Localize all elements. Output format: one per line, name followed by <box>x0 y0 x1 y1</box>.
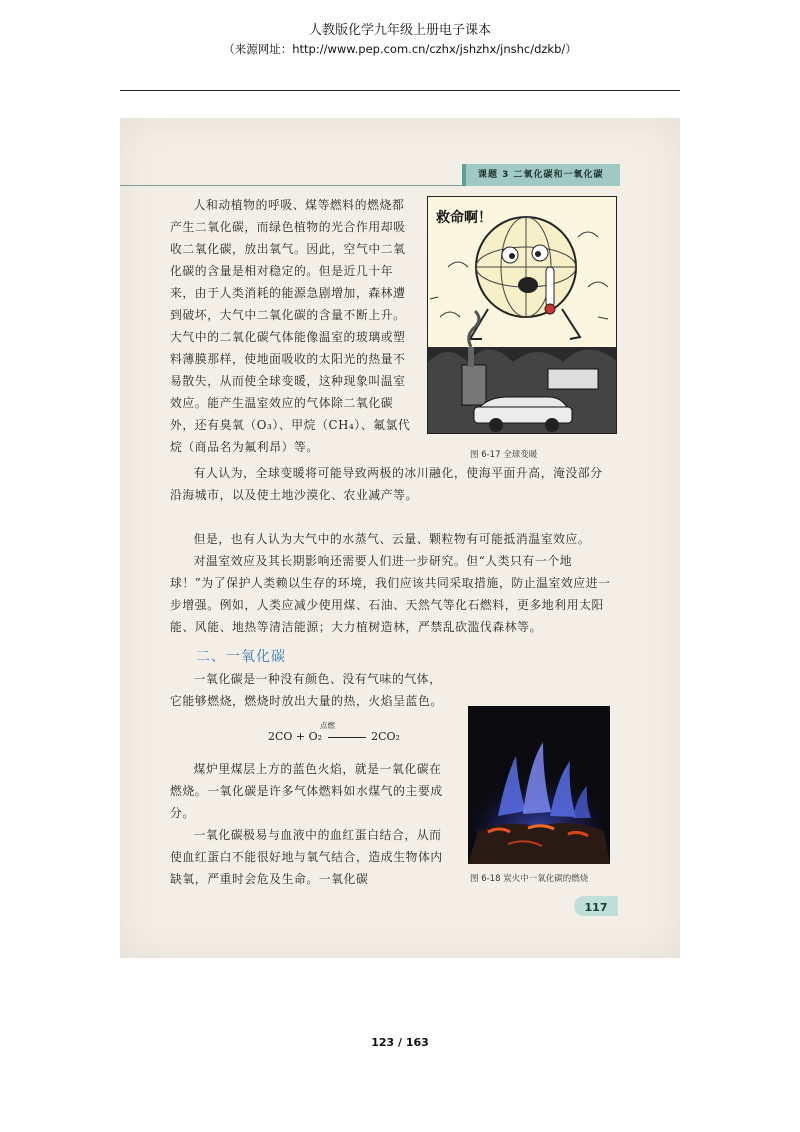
chapter-band-label: 课题 3 二氧化碳和一氧化碳 <box>478 170 604 180</box>
page-indicator: 123 / 163 <box>371 1036 429 1049</box>
paragraph-co-poison: 一氧化碳极易与血液中的血红蛋白结合，从而使血红蛋白不能很好地与氧气结合，造成生物体内缺氧，严重时会危及生命。一氧化碳 <box>170 828 443 886</box>
global-warming-cartoon <box>427 196 617 434</box>
book-page-number: 117 <box>584 901 608 914</box>
document-header <box>0 22 800 58</box>
equation-products: 2CO₂ <box>371 730 400 743</box>
global-warming-illustration <box>428 197 617 434</box>
equation-arrow <box>328 737 366 738</box>
chapter-band <box>462 164 620 186</box>
paragraph-measures: 对温室效应及其长期影响还需要人们进一步研究。但“人类只有一个地球！”为了保护人类赖以生存的环境，我们应该共同采取措施，防止温室效应进一步增强。例如，人类应减少使用煤、石油、天然气等化石燃料，更多地利用太阳能、风能、地热等清洁能源；大力植树造林，严禁乱砍滥伐森林等。 <box>170 554 611 634</box>
document-title: 人教版化学九年级上册电子课本 <box>308 23 491 38</box>
figure-caption-6-17: 图 6-17 全球变暖 <box>470 450 538 460</box>
paragraph-greenhouse-effect: 人和动植物的呼吸、煤等燃料的燃烧都产生二氧化碳，而绿色植物的光合作用却吸收二氧化碳，放出氧气。因此，空气中二氧化碳的含量是相对稳定的。但是近几十年来，由于人类消耗的能源急剧增加，森林遭到破坏，大气中二氧化碳的含量不断上升。大气中的二氧化碳气体能像温室的玻璃或塑料薄膜那样，使地面吸收的太阳光的热量不易散失，从而使全球变暖，这种现象叫温室效应。能产生温室效应的气体除二氧化碳外，还有臭氧（O₃）、甲烷（CH₄）、氟氯代烷（商品名为氟利昂）等。 <box>170 198 411 454</box>
cartoon-speech: 救命啊！ <box>436 210 492 226</box>
source-url: （来源网址：http://www.pep.com.cn/czhx/jshzhx/jnshc/dzkb/） <box>223 42 577 56</box>
paragraph-counter-view: 但是，也有人认为大气中的水蒸气、云量、颗粒物有可能抵消温室效应。 <box>193 532 591 546</box>
header-rule <box>120 90 680 91</box>
equation-condition: 点燃 <box>320 721 335 730</box>
co-flame-photo <box>468 706 610 864</box>
chapter-band-rule <box>120 185 462 186</box>
section-title: 二、一氧化碳 <box>196 649 286 665</box>
paragraph-global-warming: 有人认为，全球变暖将可能导致两极的冰川融化，使海平面升高，淹没部分沿海城市，以及使土地沙漠化、农业减产等。 <box>170 466 603 502</box>
book-page-number-badge <box>574 896 618 916</box>
equation-reactants: 2CO + O₂ <box>268 730 323 743</box>
figure-caption-6-18: 图 6-18 炭火中一氧化碳的燃烧 <box>470 874 589 884</box>
paragraph-co-stove: 煤炉里煤层上方的蓝色火焰，就是一氧化碳在燃烧。一氧化碳是许多气体燃料如水煤气的主要成分。 <box>170 762 443 820</box>
paragraph-co-properties: 一氧化碳是一种没有颜色、没有气味的气体，它能够燃烧，燃烧时放出大量的热，火焰呈蓝色。 <box>170 672 443 708</box>
combustion-equation <box>268 721 400 743</box>
flame-illustration <box>468 706 610 864</box>
